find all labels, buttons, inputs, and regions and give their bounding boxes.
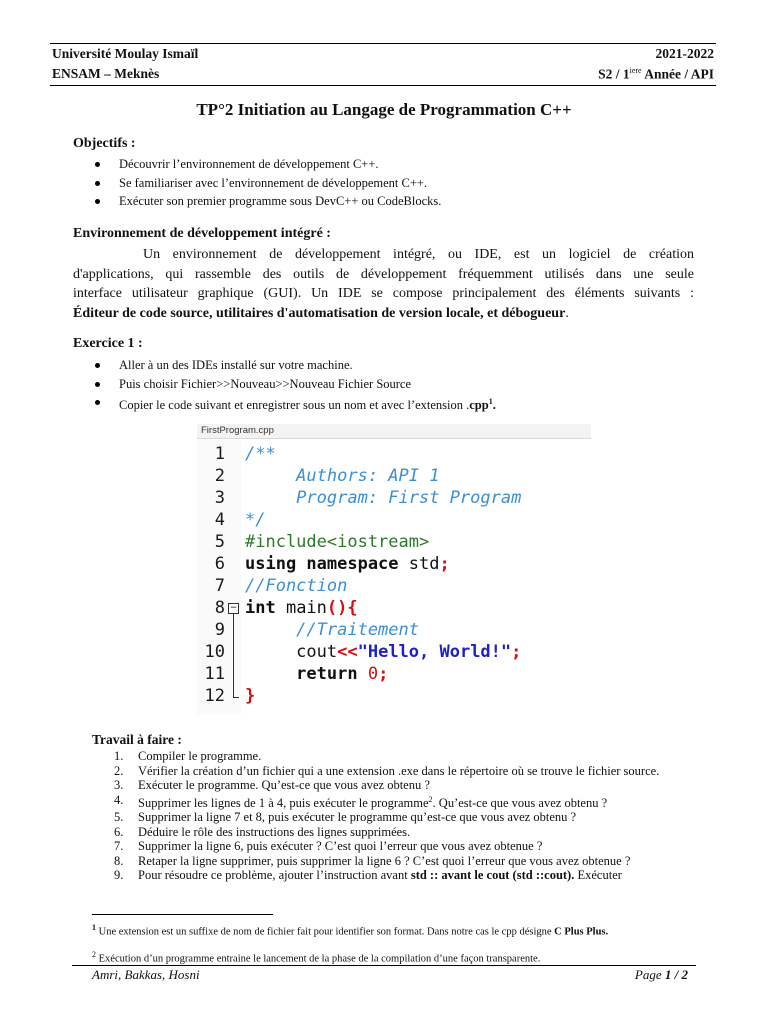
fold-guide-line xyxy=(233,612,234,697)
code-keyword: return xyxy=(245,664,358,684)
paragraph-line: interface utilisateur graphique (GUI). Un IDE se compose principalement des éléments suivants : xyxy=(73,286,694,301)
code-operator: ; xyxy=(511,642,522,662)
list-item xyxy=(92,868,702,883)
code-operator: ; xyxy=(378,664,389,684)
exercice-list xyxy=(73,356,496,412)
list-item xyxy=(92,764,702,779)
line-number: 12 xyxy=(204,686,225,706)
item-number: 5. xyxy=(114,810,124,825)
list-item xyxy=(92,810,702,825)
item-number: 3. xyxy=(114,778,124,792)
code-identifier: cout xyxy=(245,642,338,662)
code-text: //Traitement xyxy=(245,620,419,640)
exercice-heading: Exercice 1 : xyxy=(73,336,143,351)
footer-rule xyxy=(72,965,696,966)
footnote-ref: 1 xyxy=(488,397,493,406)
footnote-2 xyxy=(92,948,698,966)
code-text: } xyxy=(245,686,256,706)
line-number: 1 xyxy=(214,444,225,464)
list-item xyxy=(73,393,496,412)
code-identifier: main xyxy=(275,598,327,618)
list-item xyxy=(92,854,702,869)
objectifs-heading: Objectifs : xyxy=(73,136,136,151)
list-item-text: Retaper la ligne supprimer, puis supprimer la ligne 6 ? C’est quoi l’erreur que vous avez obtenue ? xyxy=(138,853,631,868)
list-item-text: Exécuter xyxy=(574,868,622,883)
code-text: Program: First Program xyxy=(245,488,522,508)
code-number: 0 xyxy=(357,664,379,684)
code-keyword: int xyxy=(245,598,276,618)
bullet-icon xyxy=(95,363,100,368)
list-item-text: Compiler le programme. xyxy=(138,749,262,763)
code-text xyxy=(245,553,450,575)
list-item-text: Supprimer la ligne 7 et 8, puis exécuter le programme qu’est-ce que vous avez obtenu ? xyxy=(138,810,577,825)
university-name: Université Moulay Ismaïl xyxy=(52,46,199,61)
page-number xyxy=(635,967,688,983)
footnote-number: 2 xyxy=(92,950,96,959)
paragraph-end: . xyxy=(565,305,569,321)
code-operator: ; xyxy=(439,554,450,574)
code-identifier: std xyxy=(398,554,440,574)
line-number: 5 xyxy=(214,532,225,552)
code-text: Authors: API 1 xyxy=(245,466,440,486)
item-number: 6. xyxy=(114,824,124,839)
list-item xyxy=(73,356,496,375)
footnote-text: Exécution d’un programme entraine le lancement de la phase de la compilation d’une façon transparente. xyxy=(96,953,541,965)
code-keyword: using namespace xyxy=(245,554,399,574)
fold-guide-end xyxy=(233,697,239,698)
level-prefix: S2 / 1 xyxy=(598,66,630,82)
code-text: */ xyxy=(245,510,266,530)
code-line xyxy=(197,443,591,465)
footnote-bold: C Plus Plus. xyxy=(554,926,609,938)
footnote-number: 1 xyxy=(92,923,96,932)
bullet-icon xyxy=(95,400,100,405)
code-line xyxy=(197,553,591,575)
code-string: "Hello, World!" xyxy=(357,642,512,662)
footnote-1 xyxy=(92,921,698,939)
list-item-text: Vérifier la création d’un fichier qui a une extension .exe dans le répertoire où se trouve le fichier source. xyxy=(138,763,660,778)
code-line xyxy=(197,465,591,487)
list-item-text: Aller à un des IDEs installé sur votre machine. xyxy=(119,358,353,372)
collapse-icon[interactable]: − xyxy=(229,603,238,613)
line-number: 6 xyxy=(214,554,225,574)
item-number: 7. xyxy=(114,839,124,854)
ide-paragraph xyxy=(73,245,694,323)
code-text: #include<iostream> xyxy=(245,532,430,552)
code-line xyxy=(197,575,591,597)
header-rule-bottom xyxy=(50,85,716,86)
ide-components: Éditeur de code source, utilitaires d'automatisation de version locale, et débogueur xyxy=(73,305,566,321)
code-line xyxy=(197,597,591,619)
header-row-2 xyxy=(52,66,714,82)
list-item-text: Puis choisir Fichier>>Nouveau>>Nouveau Fichier Source xyxy=(119,376,412,391)
item-number: 9. xyxy=(114,868,124,883)
list-item-text: Copier le code suivant et enregistrer sous un nom et avec l’extension . xyxy=(119,398,470,413)
line-number: 7 xyxy=(214,576,225,596)
school-name: ENSAM – Meknès xyxy=(52,66,160,81)
line-number: 4 xyxy=(214,510,225,530)
list-item xyxy=(92,749,702,764)
list-item-text: Pour résoudre ce problème, ajouter l’instruction avant xyxy=(138,868,411,883)
list-item xyxy=(92,825,702,840)
page-footer xyxy=(92,967,688,983)
footnote-text: Une extension est un suffixe de nom de fichier fait pour identifier son format. Dans notre cas le cpp désigne xyxy=(96,926,555,938)
item-number: 8. xyxy=(114,853,124,868)
header-rule-top xyxy=(50,43,716,44)
item-number: 4. xyxy=(114,792,124,807)
list-item-text: Exécuter le programme. Qu’est-ce que vous avez obtenu ? xyxy=(138,778,430,792)
footnote-ref: 2 xyxy=(428,794,433,804)
editor-tab-filename: FirstProgram.cpp xyxy=(201,425,274,436)
objectifs-list xyxy=(73,155,441,211)
list-item xyxy=(92,778,702,793)
bullet-icon xyxy=(95,199,100,204)
line-number: 11 xyxy=(204,664,225,684)
travail-heading: Travail à faire : xyxy=(92,732,182,747)
code-text xyxy=(245,641,521,663)
code-line xyxy=(197,509,591,531)
page-count: 1 / 2 xyxy=(664,967,688,982)
item-number: 1. xyxy=(114,749,124,763)
code-text: //Fonction xyxy=(245,576,348,596)
footer-authors: Amri, Bakkas, Hosni xyxy=(92,967,200,982)
list-item-text: Supprimer la ligne 6, puis exécuter ? C’est quoi l’erreur que vous avez obtenue ? xyxy=(138,839,543,854)
list-item-text: Découvrir l’environnement de développement C++. xyxy=(119,157,379,171)
paragraph-line: d'applications, qui rassemble des outils de développement fréquemment utilisés dans une seule xyxy=(73,266,694,282)
page-label: Page xyxy=(634,967,665,982)
list-item-bold: std :: avant le cout (std ::cout). xyxy=(410,868,575,883)
level-sup: iere xyxy=(629,66,642,75)
list-item-text: . Qu’est-ce que vous avez obtenu ? xyxy=(432,795,608,810)
list-item xyxy=(92,793,702,811)
list-item-end: . xyxy=(492,398,496,413)
bullet-icon xyxy=(95,181,100,186)
ide-heading: Environnement de développement intégré : xyxy=(73,226,331,241)
list-item-text: Supprimer les lignes de 1 à 4, puis exécuter le programme xyxy=(138,795,429,810)
code-line xyxy=(197,487,591,509)
list-item-text: Se familiariser avec l’environnement de développement C++. xyxy=(119,175,428,190)
cpp-extension: cpp xyxy=(469,398,489,413)
code-text xyxy=(245,597,358,619)
line-number: 2 xyxy=(214,466,225,486)
line-number: 8 xyxy=(214,598,225,618)
bullet-icon xyxy=(95,382,100,387)
list-item xyxy=(73,174,441,193)
code-line xyxy=(197,531,591,553)
code-screenshot xyxy=(197,424,591,714)
line-number: 10 xyxy=(204,642,225,662)
list-item-text: Exécuter son premier programme sous DevC++ ou CodeBlocks. xyxy=(119,194,442,208)
bullet-icon xyxy=(95,162,100,167)
academic-year: 2021-2022 xyxy=(655,46,714,61)
list-item xyxy=(92,839,702,854)
code-line xyxy=(197,685,591,707)
footnote-rule xyxy=(92,914,273,915)
item-number: 2. xyxy=(114,763,124,778)
list-item xyxy=(73,375,496,394)
code-operator: (){ xyxy=(326,598,358,618)
code-line xyxy=(197,619,591,641)
line-number: 3 xyxy=(214,488,225,508)
class-level xyxy=(598,66,714,83)
header-row-1 xyxy=(52,46,714,62)
document-title: TP°2 Initiation au Langage de Programmation C++ xyxy=(196,100,572,119)
line-number: 9 xyxy=(214,620,225,640)
paragraph-line: Un environnement de développement intégré, ou IDE, est un logiciel de création xyxy=(143,247,694,262)
code-operator: << xyxy=(337,642,358,662)
code-line xyxy=(197,641,591,663)
list-item-text: Déduire le rôle des instructions des lignes supprimées. xyxy=(138,824,411,839)
paragraph-line xyxy=(73,304,694,324)
list-item xyxy=(73,155,441,174)
list-item xyxy=(73,192,441,211)
travail-list xyxy=(92,749,702,883)
code-text: /** xyxy=(245,444,276,464)
level-suffix: Année / API xyxy=(641,66,714,82)
editor-tab xyxy=(197,424,591,439)
code-text xyxy=(245,663,388,685)
code-line xyxy=(197,663,591,685)
